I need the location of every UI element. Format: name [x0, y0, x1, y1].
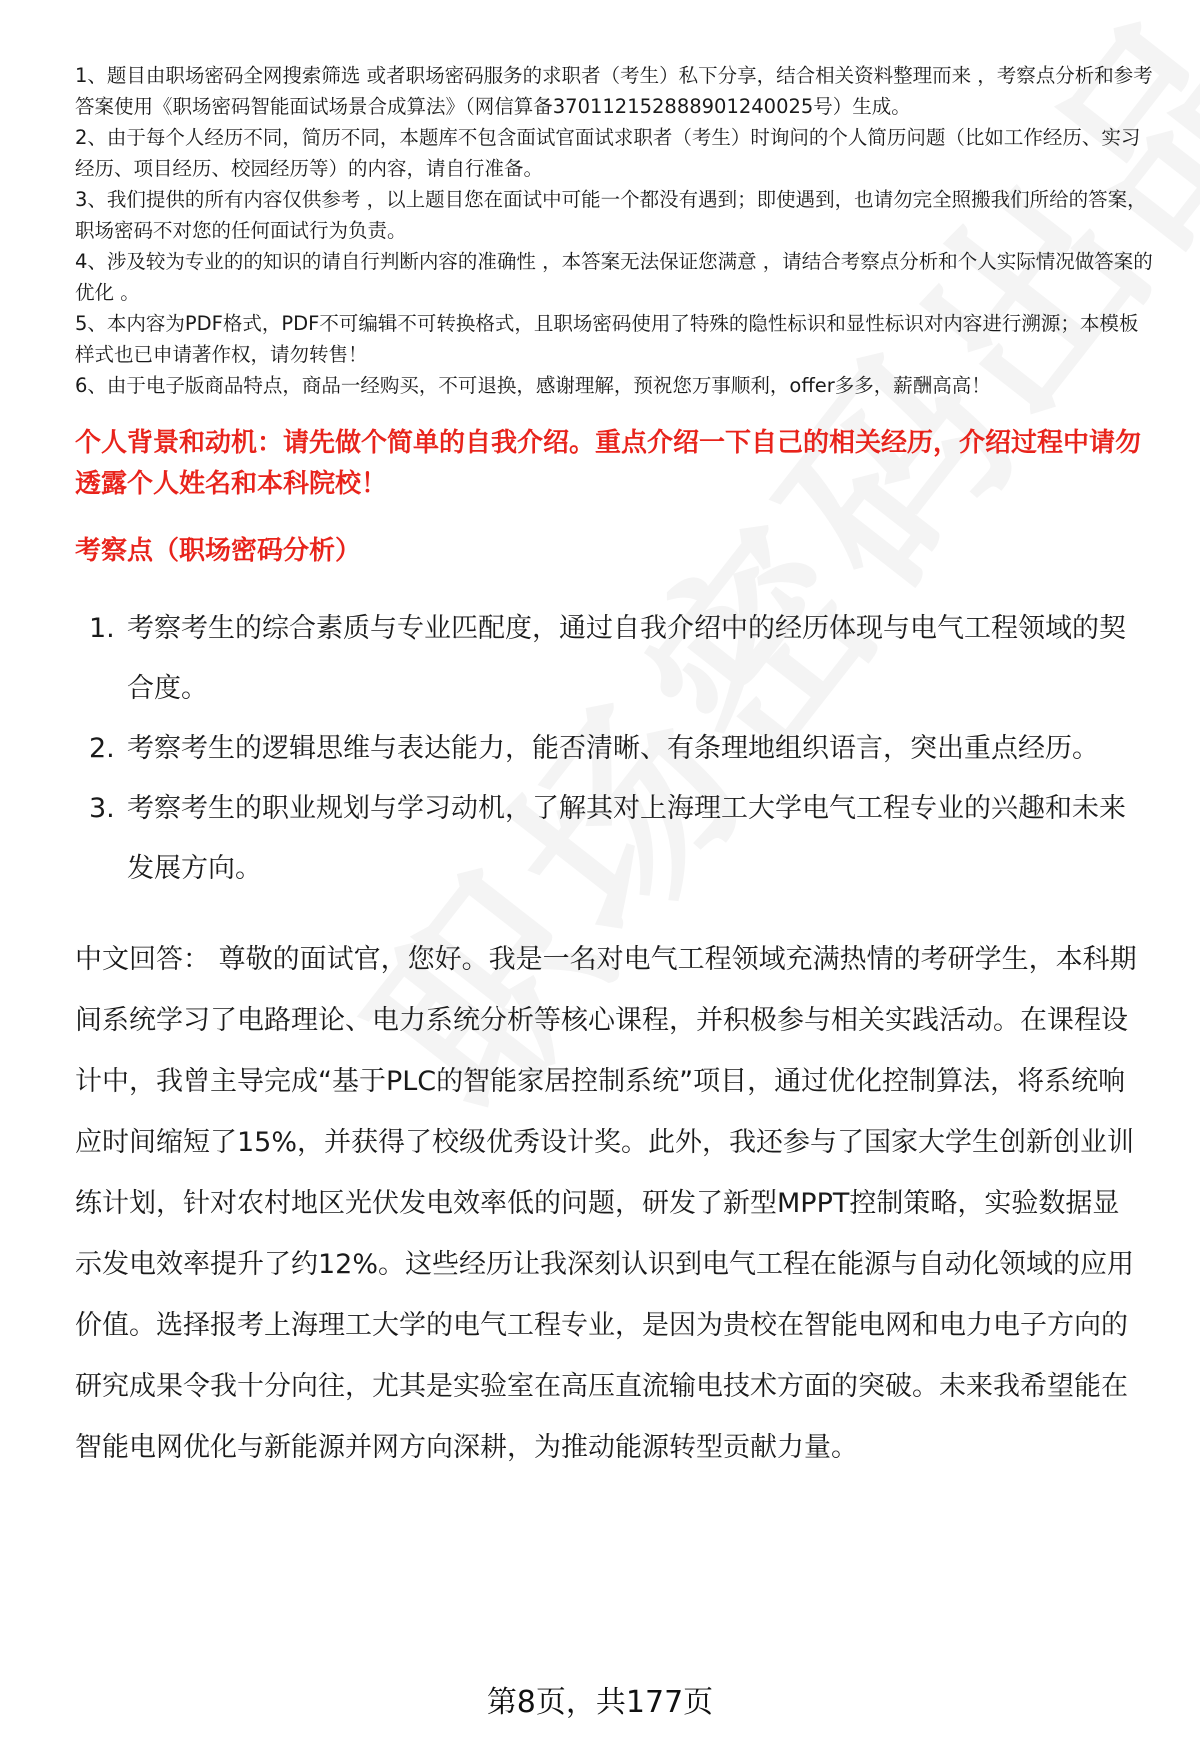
notice-list	[75, 60, 1155, 401]
analysis-point	[75, 599, 1155, 719]
page-number: 第8页，共177页	[486, 1685, 714, 1720]
answer-paragraph: 中文回答： 尊敬的面试官，您好。我是一名对电气工程领域充满热情的考研学生，本科期间系统学习了电路理论、电力系统分析等核心课程，并积极参与相关实践活动。在课程设计中，我曾主导完成“基于PLC的智能家居控制系统”项目，通过优化控制算法，将系统响应时间缩短了15%，并获得了校级优秀设计奖。此外，我还参与了国家大学生创新创业训练计划，针对农村地区光伏发电效率低的问题，研发了新型MPPT控制策略，实验数据显示发电效率提升了约12%。这些经历让我深刻认识到电气工程在能源与自动化领域的应用价值。选择报考上海理工大学的电气工程专业，是因为贵校在智能电网和电力电子方向的研究成果令我十分向往，尤其是实验室在高压直流输电技术方面的突破。未来我希望能在智能电网优化与新能源并网方向深耕，为推动能源转型贡献力量。	[75, 944, 1137, 1463]
notice-item: 6、由于电子版商品特点，商品一经购买，不可退换，感谢理解，预祝您万事顺利，offer多多，薪酬高高！	[75, 374, 991, 397]
notice-item: 5、本内容为PDF格式，PDF不可编辑不可转换格式，且职场密码使用了特殊的隐性标识和显性标识对内容进行溯源；本模板样式也已申请著作权，请勿转售！	[75, 312, 1139, 366]
notice-item: 3、我们提供的所有内容仅供参考 ，以上题目您在面试中可能一个都没有遇到；即使遇到，也请勿完全照搬我们所给的答案，职场密码不对您的任何面试行为负责。	[75, 188, 1147, 242]
document-page	[75, 60, 1155, 1478]
notice-item: 4、涉及较为专业的的知识的请自行判断内容的准确性 ，本答案无法保证您满意 ，请结合考察点分析和个人实际情况做答案的优化 。	[75, 250, 1153, 304]
point-text: 考察考生的逻辑思维与表达能力，能否清晰、有条理地组织语言，突出重点经历。	[127, 733, 1099, 764]
notice-item: 2、由于每个人经历不同，简历不同，本题库不包含面试官面试求职者（考生）时询问的个人简历问题（比如工作经历、实习经历、项目经历、校园经历等）的内容，请自行准备。	[75, 126, 1141, 180]
point-number: 2.	[89, 733, 115, 764]
notice-item: 1、题目由职场密码全网搜索筛选 或者职场密码服务的求职者（考生）私下分享，结合相关资料整理而来 ，考察点分析和参考答案使用《职场密码智能面试场景合成算法》（网信算备370112152888901240025号）生成。	[75, 64, 1153, 118]
point-text: 考察考生的职业规划与学习动机，了解其对上海理工大学电气工程专业的兴趣和未来发展方向。	[127, 793, 1126, 884]
point-text: 考察考生的综合素质与专业匹配度，通过自我介绍中的经历体现与电气工程领域的契合度。	[127, 613, 1126, 704]
point-number: 3.	[89, 793, 115, 824]
point-number: 1.	[89, 613, 115, 644]
analysis-title: 考察点（职场密码分析）	[75, 536, 362, 566]
interview-question: 个人背景和动机：请先做个简单的自我介绍。重点介绍一下自己的相关经历，介绍过程中请勿透露个人姓名和本科院校！	[75, 428, 1142, 499]
analysis-point	[75, 719, 1155, 779]
analysis-point	[75, 779, 1155, 899]
analysis-points	[75, 599, 1155, 899]
